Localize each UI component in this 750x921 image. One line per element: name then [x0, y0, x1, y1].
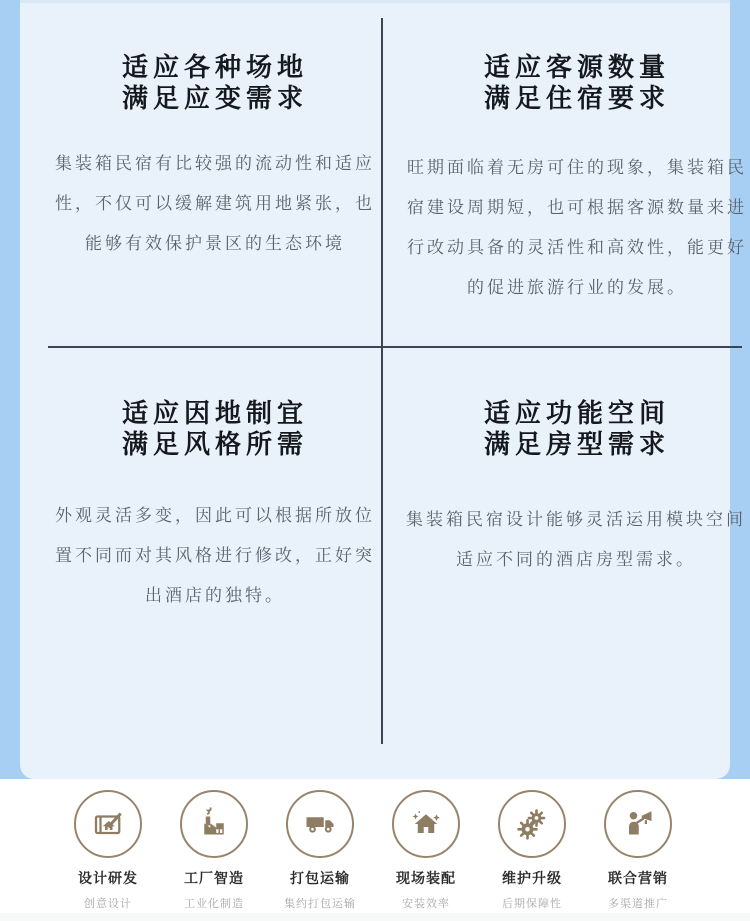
divider-horizontal	[48, 346, 742, 348]
blueprint-design-icon	[90, 806, 126, 842]
megaphone-marketing-icon	[620, 806, 656, 842]
feature-item-factory	[161, 790, 267, 911]
quadrant-title-line2: 满足风格所需	[121, 429, 308, 459]
quadrant-bottom-right-body: 集装箱民宿设计能够灵活运用模块空间适应不同的酒店房型需求。	[406, 510, 746, 569]
quadrant-bottom-left-title	[48, 398, 382, 460]
feature-subtitle: 多渠道推广	[608, 898, 668, 910]
feature-subtitle: 后期保障性	[502, 898, 562, 910]
quadrant-title-line2: 满足房型需求	[483, 429, 670, 459]
feature-title: 联合营销	[608, 870, 668, 886]
feature-icon-circle	[180, 790, 248, 858]
quadrant-title-line1: 适应各种场地	[121, 52, 308, 82]
feature-title: 现场装配	[396, 870, 456, 886]
feature-icon-circle	[286, 790, 354, 858]
quadrant-top-left-body: 集装箱民宿有比较强的流动性和适应性，不仅可以缓解建筑用地紧张，也能够有效保护景区的生态环境	[55, 154, 375, 253]
factory-icon	[196, 806, 232, 842]
feature-title: 打包运输	[290, 870, 350, 886]
feature-subtitle: 安装效率	[402, 898, 450, 910]
feature-subtitle: 工业化制造	[184, 898, 244, 910]
quadrant-top-right-body: 旺期面临着无房可住的现象，集装箱民宿建设周期短，也可根据客源数量来进行改动具备的灵活性和高效性，能更好的促进旅游行业的发展。	[407, 158, 747, 297]
feature-icon-circle	[392, 790, 460, 858]
feature-title: 工厂智造	[184, 870, 244, 886]
quadrant-top-left-title	[48, 52, 382, 114]
feature-item-assembly	[373, 790, 479, 911]
feature-icon-circle	[604, 790, 672, 858]
quadrant-panel	[20, 0, 747, 779]
quadrant-title-line1: 适应客源数量	[483, 52, 670, 82]
feature-item-transport	[267, 790, 373, 911]
feature-title: 设计研发	[78, 870, 138, 886]
feature-item-design	[55, 790, 161, 911]
bottom-divider-strip	[0, 913, 750, 921]
feature-title: 维护升级	[502, 870, 562, 886]
quadrant-top-right-title	[412, 52, 742, 114]
feature-item-marketing	[585, 790, 691, 911]
feature-subtitle: 集约打包运输	[284, 898, 356, 910]
quadrant-title-line1: 适应功能空间	[483, 398, 670, 428]
quadrant-title-line2: 满足应变需求	[121, 83, 308, 113]
house-assembly-icon	[408, 806, 444, 842]
quadrant-bottom-right-title	[412, 398, 742, 460]
feature-icon-circle	[498, 790, 566, 858]
divider-vertical	[381, 18, 383, 744]
quadrant-bottom-left-body: 外观灵活多变，因此可以根据所放位置不同而对其风格进行修改，正好突出酒店的独特。	[55, 506, 375, 605]
features-row	[55, 790, 695, 911]
quadrant-title-line1: 适应因地制宜	[121, 398, 308, 428]
feature-item-maintenance	[479, 790, 585, 911]
gears-icon	[514, 806, 550, 842]
feature-icon-circle	[74, 790, 142, 858]
feature-subtitle: 创意设计	[84, 898, 132, 910]
truck-icon	[302, 806, 338, 842]
quadrant-title-line2: 满足住宿要求	[483, 83, 670, 113]
